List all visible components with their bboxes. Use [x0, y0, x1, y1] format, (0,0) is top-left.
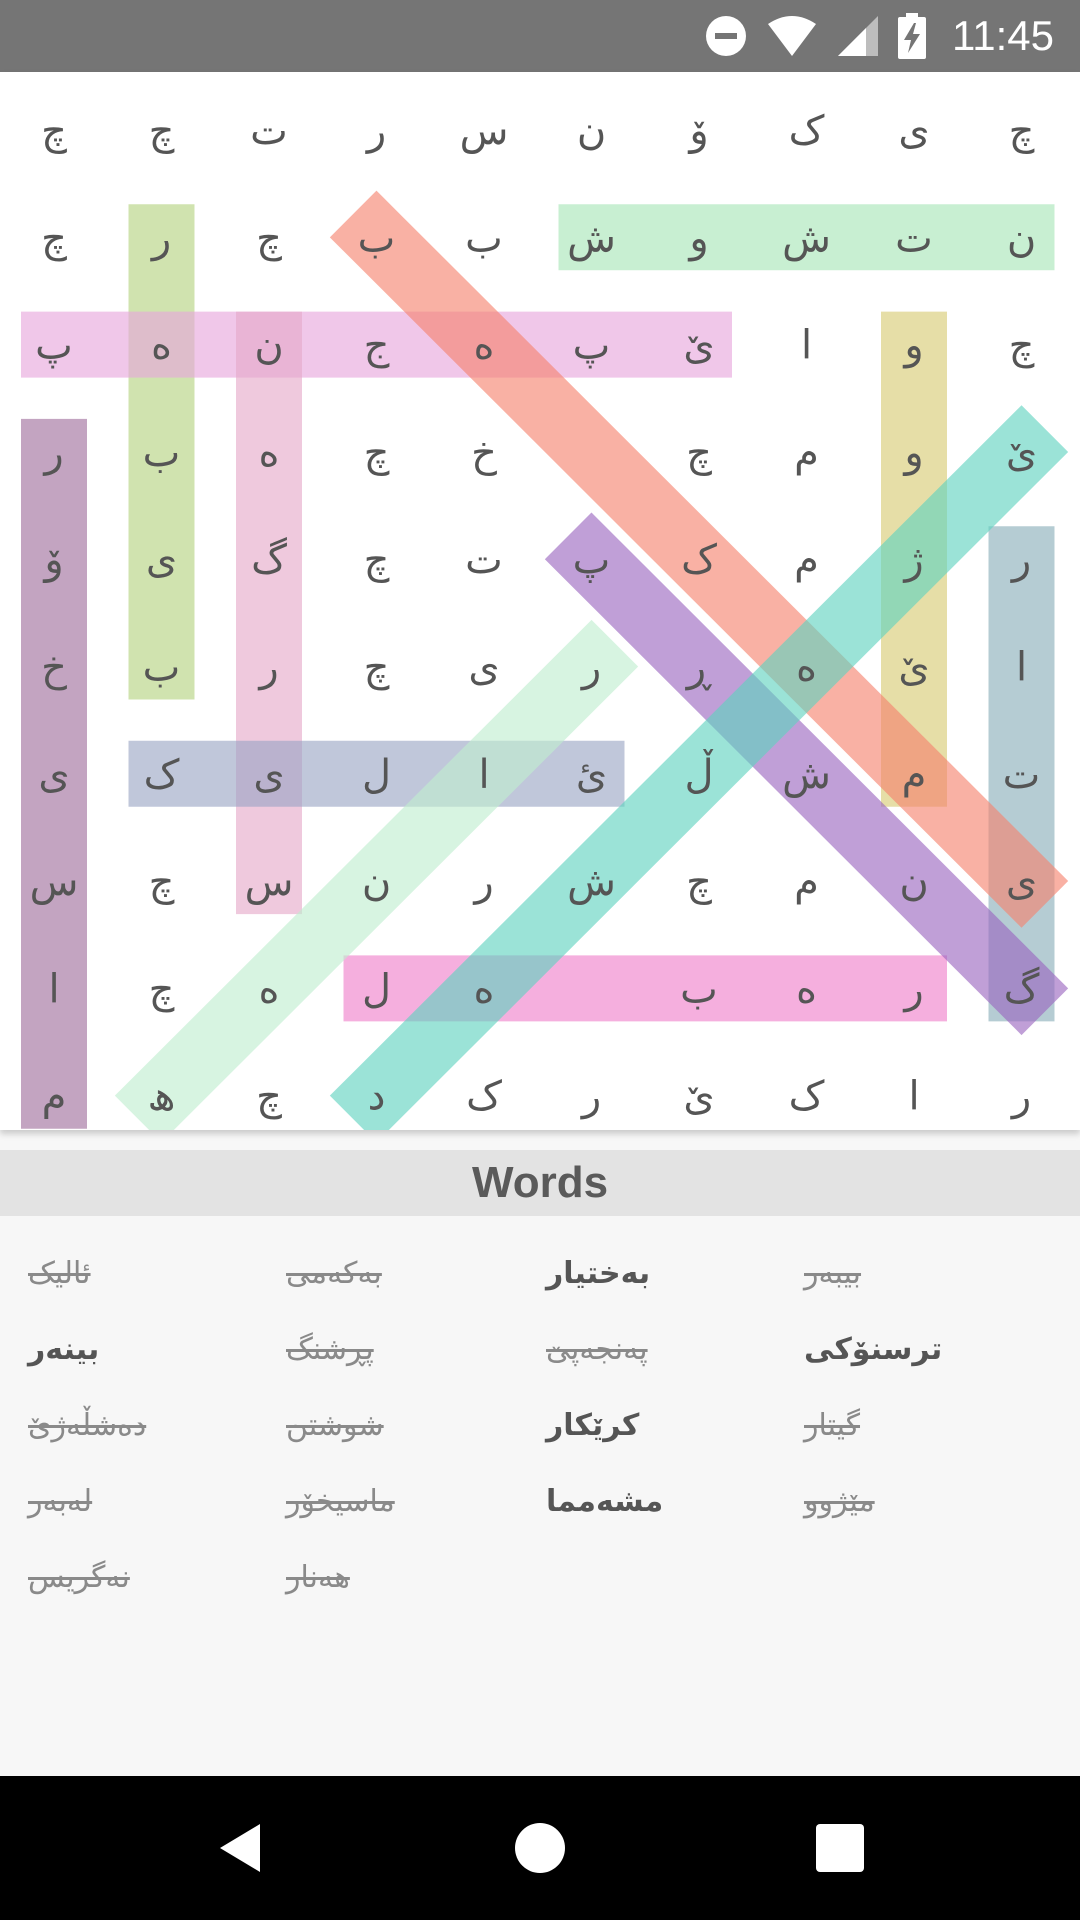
grid-letter-cell[interactable]: ر — [581, 644, 602, 691]
found-word: نەگریس — [28, 1560, 130, 1595]
found-word: بیبەر — [804, 1256, 862, 1291]
grid-letter-cell[interactable]: ش — [567, 859, 616, 906]
grid-letter-cell[interactable]: ۆ — [44, 537, 64, 584]
grid-letter-cell[interactable]: چ — [1008, 108, 1035, 154]
grid-letter-cell[interactable]: ب — [357, 215, 396, 262]
grid-letter-cell[interactable]: م — [901, 751, 927, 798]
remaining-word: بینەر — [28, 1332, 100, 1367]
grid-letter-cell[interactable]: ژ — [904, 537, 924, 584]
status-time: 11:45 — [952, 12, 1054, 59]
do-not-disturb-icon — [704, 14, 748, 58]
grid-letter-cell[interactable]: چ — [41, 215, 67, 262]
grid-letter-cell[interactable]: ە — [258, 966, 280, 1013]
recents-icon — [810, 1818, 870, 1878]
grid-letter-cell[interactable]: ن — [1006, 215, 1037, 262]
grid-letter-cell[interactable]: چ — [363, 429, 390, 476]
letter-grid[interactable] — [0, 72, 1080, 1130]
remaining-word: مشەمما — [546, 1484, 664, 1519]
cell-signal-icon — [836, 14, 880, 58]
grid-letter-cell[interactable]: چ — [363, 644, 390, 691]
grid-letter-cell[interactable]: س — [29, 859, 79, 906]
grid-letter-cell[interactable]: چ — [41, 108, 67, 154]
grid-letter-cell[interactable]: ن — [576, 108, 607, 154]
remaining-word: کرێکار — [546, 1408, 640, 1443]
grid-letter-cell[interactable]: ە — [796, 966, 817, 1013]
grid-letter-cell[interactable]: ت — [250, 108, 288, 154]
battery-charging-icon — [898, 13, 926, 59]
grid-letter-cell[interactable]: گ — [1003, 966, 1040, 1013]
grid-letter-cell[interactable]: ل — [361, 966, 392, 1013]
grid-letter-cell[interactable]: ە — [258, 429, 280, 476]
grid-letter-cell[interactable]: ی — [253, 751, 285, 798]
grid-letter-cell[interactable]: ک — [788, 108, 825, 154]
grid-letter-cell[interactable]: ت — [1002, 751, 1041, 798]
found-word: هەنار — [286, 1560, 350, 1595]
grid-letter-cell[interactable]: ت — [895, 215, 933, 262]
grid-letter-cell[interactable]: ی — [468, 644, 500, 691]
grid-letter-cell[interactable]: م — [794, 537, 819, 584]
grid-letter-cell[interactable]: ج — [363, 322, 390, 369]
found-word: پەنجەپێ — [546, 1332, 648, 1367]
grid-letter-cell[interactable]: س — [459, 108, 509, 154]
grid-letter-cell[interactable]: ا — [908, 1073, 920, 1120]
grid-letter-cell[interactable]: ر — [366, 108, 387, 154]
back-icon — [210, 1818, 270, 1878]
grid-letter-cell[interactable]: و — [689, 215, 709, 262]
grid-letter-cell[interactable]: ڕ — [686, 644, 712, 691]
grid-letter-cell[interactable]: و — [904, 322, 924, 369]
grid-letter-cell[interactable]: چ — [148, 108, 175, 154]
grid-letter-cell[interactable]: ک — [466, 1073, 502, 1120]
grid-letter-cell[interactable]: ر — [1011, 1073, 1032, 1120]
grid-letter-cell[interactable]: ھ — [147, 1073, 176, 1120]
grid-letter-cell[interactable]: چ — [686, 859, 712, 906]
grid-letter-cell[interactable]: م — [794, 859, 819, 906]
grid-letter-cell[interactable]: ب — [142, 644, 181, 691]
grid-letter-cell[interactable]: ب — [680, 966, 718, 1013]
grid-letter-cell[interactable]: ل — [361, 751, 392, 798]
grid-letter-cell[interactable]: ێ — [898, 644, 930, 691]
grid-letter-cell[interactable]: خ — [41, 644, 67, 691]
grid-letter-cell[interactable]: چ — [686, 429, 712, 476]
grid-letter-cell[interactable]: ە — [796, 644, 817, 691]
grid-letter-cell[interactable]: ێ — [683, 1073, 715, 1120]
grid-letter-cell[interactable]: و — [904, 429, 924, 476]
grid-letter-cell[interactable]: ش — [782, 215, 831, 262]
found-word: پڕشنگ — [286, 1332, 374, 1367]
status-icons — [704, 0, 1054, 72]
grid-letter-cell[interactable]: ن — [899, 859, 929, 906]
grid-letter-cell[interactable]: ر — [259, 644, 279, 691]
grid-letter-cell[interactable]: ر — [474, 859, 494, 906]
found-word: مێژوو — [804, 1484, 875, 1519]
grid-letter-cell[interactable]: ر — [904, 966, 924, 1013]
grid-letter-cell[interactable]: ی — [898, 108, 930, 154]
found-word: لەبەر — [28, 1484, 93, 1519]
grid-letter-cell[interactable]: چ — [148, 966, 175, 1013]
word-search-board[interactable] — [0, 72, 1080, 1130]
grid-letter-cell[interactable]: ب — [142, 429, 181, 476]
grid-letter-cell[interactable]: چ — [256, 1073, 282, 1120]
grid-letter-cell[interactable]: ێ — [1005, 429, 1038, 476]
grid-letter-cell[interactable]: گ — [251, 537, 287, 584]
grid-letter-cell[interactable]: پ — [572, 537, 611, 584]
wifi-icon — [766, 14, 818, 58]
grid-letter-cell[interactable]: ک — [788, 1073, 825, 1120]
grid-letter-cell[interactable]: ە — [473, 322, 495, 369]
home-icon — [510, 1818, 570, 1878]
grid-letter-cell[interactable]: ر — [581, 1073, 602, 1120]
grid-letter-cell[interactable]: ا — [48, 966, 60, 1013]
found-word: ماسیخۆر — [286, 1484, 395, 1519]
back-button[interactable] — [194, 1802, 286, 1894]
grid-letter-cell[interactable]: چ — [1008, 322, 1035, 369]
grid-letter-cell[interactable]: ک — [681, 537, 717, 584]
found-word: گیتار — [804, 1408, 861, 1443]
grid-letter-cell[interactable]: ئ — [575, 751, 608, 798]
grid-letter-cell[interactable]: پ — [35, 322, 73, 369]
remaining-word: بەختیار — [546, 1256, 651, 1291]
grid-letter-cell[interactable]: ر — [1011, 537, 1032, 584]
grid-letter-cell[interactable]: پ — [572, 322, 611, 369]
found-word: دەشڵەژێ — [28, 1408, 147, 1443]
grid-letter-cell[interactable]: ی — [1005, 859, 1038, 906]
grid-letter-cell[interactable]: م — [41, 1073, 67, 1120]
grid-letter-cell[interactable]: ش — [567, 215, 616, 262]
grid-letter-cell[interactable]: چ — [363, 537, 390, 584]
grid-letter-cell[interactable]: ش — [782, 751, 831, 798]
words-title: Words — [471, 1158, 609, 1207]
grid-letter-cell[interactable]: خ — [471, 429, 497, 476]
grid-letter-cell[interactable]: ن — [361, 859, 392, 906]
found-word: شوشتن — [286, 1408, 384, 1443]
grid-letter-cell[interactable]: ا — [800, 322, 813, 369]
home-button[interactable] — [494, 1802, 586, 1894]
grid-letter-cell[interactable]: ە — [151, 322, 172, 369]
word-list — [0, 1216, 1080, 1776]
recents-button[interactable] — [794, 1802, 886, 1894]
grid-letter-cell[interactable]: ی — [38, 751, 70, 798]
grid-letter-cell[interactable]: ە — [473, 966, 495, 1013]
grid-letter-cell[interactable]: ن — [254, 322, 284, 369]
grid-letter-cell[interactable]: ی — [145, 537, 178, 584]
grid-letter-cell[interactable]: ا — [1015, 644, 1028, 691]
grid-letter-cell[interactable]: ێ — [683, 322, 715, 369]
found-word: بەکەمی — [286, 1256, 382, 1291]
status-bar — [0, 0, 1080, 72]
grid-letter-cell[interactable]: س — [244, 859, 294, 906]
grid-letter-cell[interactable]: ڵ — [684, 751, 714, 798]
grid-letter-cell[interactable]: چ — [148, 859, 175, 906]
found-word: ئالیک — [28, 1256, 91, 1291]
grid-letter-cell[interactable]: ب — [465, 215, 503, 262]
navigation-bar — [0, 1776, 1080, 1920]
grid-letter-cell[interactable]: م — [794, 429, 819, 476]
grid-letter-cell[interactable]: د — [367, 1073, 386, 1120]
remaining-word: ترسنۆکی — [804, 1332, 943, 1367]
grid-letter-cell[interactable]: ا — [478, 751, 490, 798]
grid-letter-cell[interactable]: ۆ — [689, 108, 709, 154]
grid-letter-cell[interactable]: ک — [143, 751, 180, 798]
words-header — [0, 1150, 1080, 1216]
grid-letter-cell[interactable]: ر — [44, 429, 64, 476]
grid-letter-cell[interactable]: ت — [465, 537, 503, 584]
grid-letter-cell[interactable]: ر — [151, 215, 172, 262]
grid-letter-cell[interactable]: چ — [256, 215, 282, 262]
